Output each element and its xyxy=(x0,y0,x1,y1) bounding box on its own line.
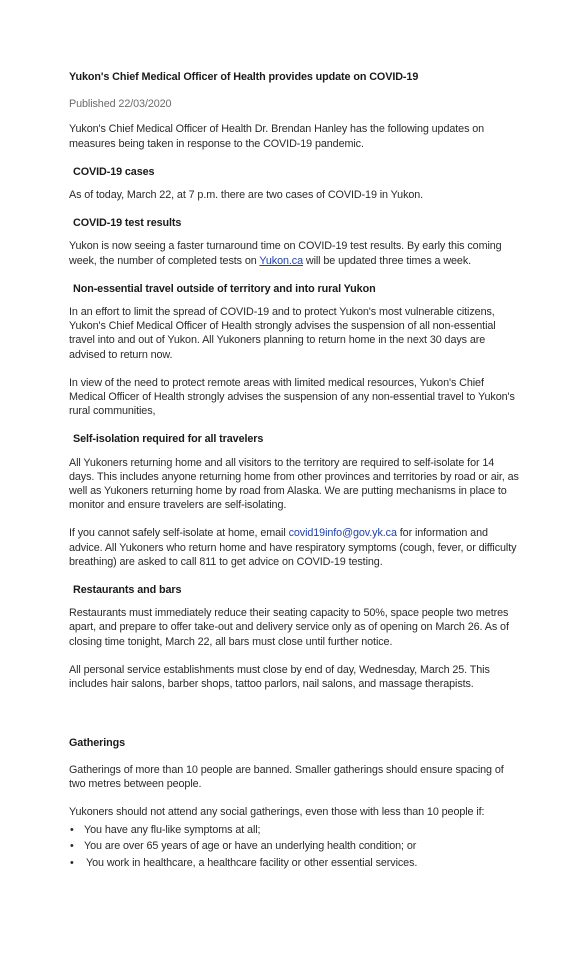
document-page xyxy=(69,70,521,872)
restaurants-paragraph-2: All personal service establishments must close by end of day, Wednesday, March 25. This includes hair salons, barber shops, tattoo parlors, nail salons, and massage therapists. xyxy=(69,663,490,691)
isolation-paragraph-2 xyxy=(69,526,521,569)
bullet-icon: • xyxy=(70,824,74,837)
gatherings-paragraph-2: Yukoners should not attend any social gatherings, even those with less than 10 people if: xyxy=(69,805,485,818)
spacer xyxy=(69,705,521,736)
list-item xyxy=(69,839,521,853)
gatherings-bullet-list xyxy=(69,823,521,870)
cases-paragraph: As of today, March 22, at 7 p.m. there are two cases of COVID-19 in Yukon. xyxy=(69,189,424,202)
travel-paragraph-1: In an effort to limit the spread of COVID-19 and to protect Yukon's most vulnerable citizens, Yukon's Chief Medical Officer of Health strongly advises the suspension of all non-essential travel into and out of Yukon. All Yukoners planning to return home in the next 30 days are advised to return now. xyxy=(69,306,496,361)
list-item xyxy=(69,856,521,870)
section-heading-tests: COVID-19 test results xyxy=(73,217,182,230)
document-title: Yukon's Chief Medical Officer of Health provides update on COVID-19 xyxy=(69,71,419,83)
gatherings-paragraph-1: Gatherings of more than 10 people are banned. Smaller gatherings should ensure spacing of two metres between people. xyxy=(69,763,504,790)
intro-paragraph: Yukon's Chief Medical Officer of Health Dr. Brendan Hanley has the following updates on measures being taken in response to the COVID-19 pandemic. xyxy=(69,123,485,150)
list-item-text: You are over 65 years of age or have an underlying health condition; or xyxy=(84,840,417,853)
section-heading-cases: COVID-19 cases xyxy=(73,165,155,178)
list-item-text: You work in healthcare, a healthcare facility or other essential services. xyxy=(86,856,418,869)
list-item xyxy=(69,823,521,837)
section-heading-travel: Non-essential travel outside of territory and into rural Yukon xyxy=(73,282,376,295)
isolation-text-after: for information and advice. All Yukoners who return home and have respiratory symptoms (cough, fever, or difficulty breathing) are asked to call 811 to get advice on COVID-19 testing. xyxy=(69,527,517,568)
tests-text-before: Yukon is now seeing a faster turnaround time on COVID-19 test results. By early this coming week, the number of completed tests on xyxy=(69,240,502,267)
bullet-icon: • xyxy=(70,840,74,853)
isolation-text-before: If you cannot safely self-isolate at home, email xyxy=(69,527,289,540)
bullet-icon: • xyxy=(70,856,74,869)
section-heading-gatherings: Gatherings xyxy=(69,737,125,750)
covid-info-email-link[interactable]: covid19info@gov.yk.ca xyxy=(288,527,397,540)
yukon-ca-link[interactable]: Yukon.ca xyxy=(259,254,303,267)
restaurants-paragraph-1: Restaurants must immediately reduce their seating capacity to 50%, space people two metres apart, and prepare to offer take-out and delivery service only as of opening on March 26. As of closing time tonight, March 22, all bars must close until further notice. xyxy=(69,607,509,648)
section-heading-restaurants: Restaurants and bars xyxy=(73,584,182,597)
section-heading-isolation: Self-isolation required for all travelers xyxy=(73,433,264,446)
isolation-paragraph-1: All Yukoners returning home and all visitors to the territory are required to self-isolate for 14 days. This includes anyone returning home from other provinces and territories by road or air, as well as Yukoners returning home by road from Alaska. We are putting mechanisms in place to monitor and ensure travelers are self-isolating. xyxy=(69,456,519,512)
tests-text-after: will be updated three times a week. xyxy=(302,254,472,267)
published-date: Published 22/03/2020 xyxy=(69,98,172,111)
tests-paragraph xyxy=(69,239,521,267)
list-item-text: You have any flu-like symptoms at all; xyxy=(84,824,261,837)
travel-paragraph-2: In view of the need to protect remote areas with limited medical resources, Yukon's Chief Medical Officer of Health strongly advises the suspension of any non-essential travel to Yukon's rural communities, xyxy=(69,376,515,418)
